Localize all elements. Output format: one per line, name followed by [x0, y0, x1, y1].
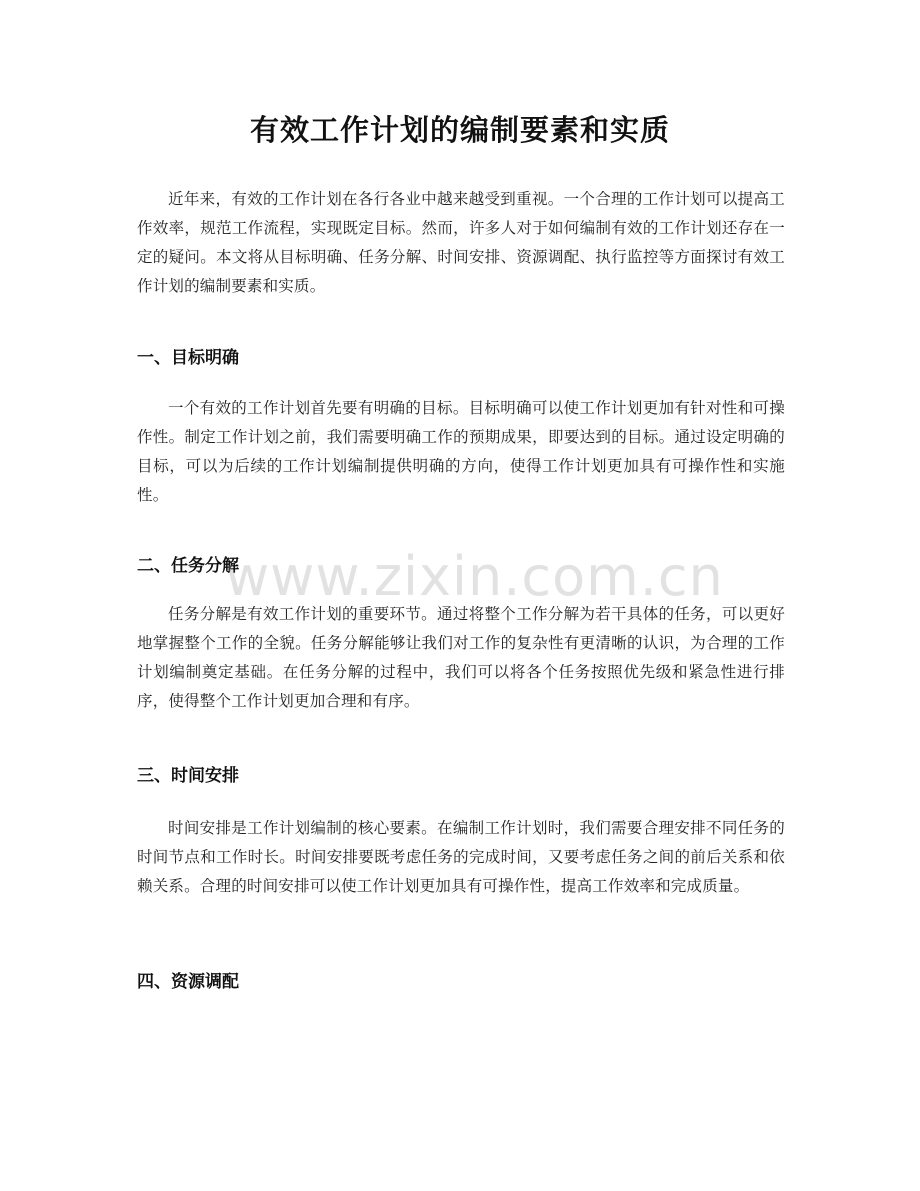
section-body-goals: 一个有效的工作计划首先要有明确的目标。目标明确可以使工作计划更加有针对性和可操作性。制定工作计划之前，我们需要明确工作的预期成果，即要达到的目标。通过设定明确的目标，可以为后续的工作计划编制提供明确的方向，使得工作计划更加具有可操作性和实施性。: [137, 399, 785, 504]
document-title: 有效工作计划的编制要素和实质: [249, 113, 670, 147]
section-heading-goals: 一、目标明确: [137, 348, 239, 368]
section-heading-resource-allocation: 四、资源调配: [137, 972, 239, 992]
section-body-task-breakdown: 任务分解是有效工作计划的重要环节。通过将整个工作分解为若干具体的任务，可以更好地掌握整个工作的全貌。任务分解能够让我们对工作的复杂性有更清晰的认识，为合理的工作计划编制奠定基础。在任务分解的过程中，我们可以将各个任务按照优先级和紧急性进行排序，使得整个工作计划更加合理和有序。: [137, 605, 785, 710]
section-heading-task-breakdown: 二、任务分解: [137, 556, 239, 576]
watermark: www.zixin.com.cn: [225, 545, 724, 608]
intro-paragraph: 近年来，有效的工作计划在各行各业中越来越受到重视。一个合理的工作计划可以提高工作效率，规范工作流程，实现既定目标。然而，许多人对于如何编制有效的工作计划还存在一定的疑问。本文将从目标明确、任务分解、时间安排、资源调配、执行监控等方面探讨有效工作计划的编制要素和实质。: [137, 190, 785, 295]
section-heading-time-schedule: 三、时间安排: [137, 766, 239, 786]
section-body-time-schedule: 时间安排是工作计划编制的核心要素。在编制工作计划时，我们需要合理安排不同任务的时间节点和工作时长。时间安排要既考虑任务的完成时间，又要考虑任务之间的前后关系和依赖关系。合理的时间安排可以使工作计划更加具有可操作性，提高工作效率和完成质量。: [137, 819, 785, 895]
